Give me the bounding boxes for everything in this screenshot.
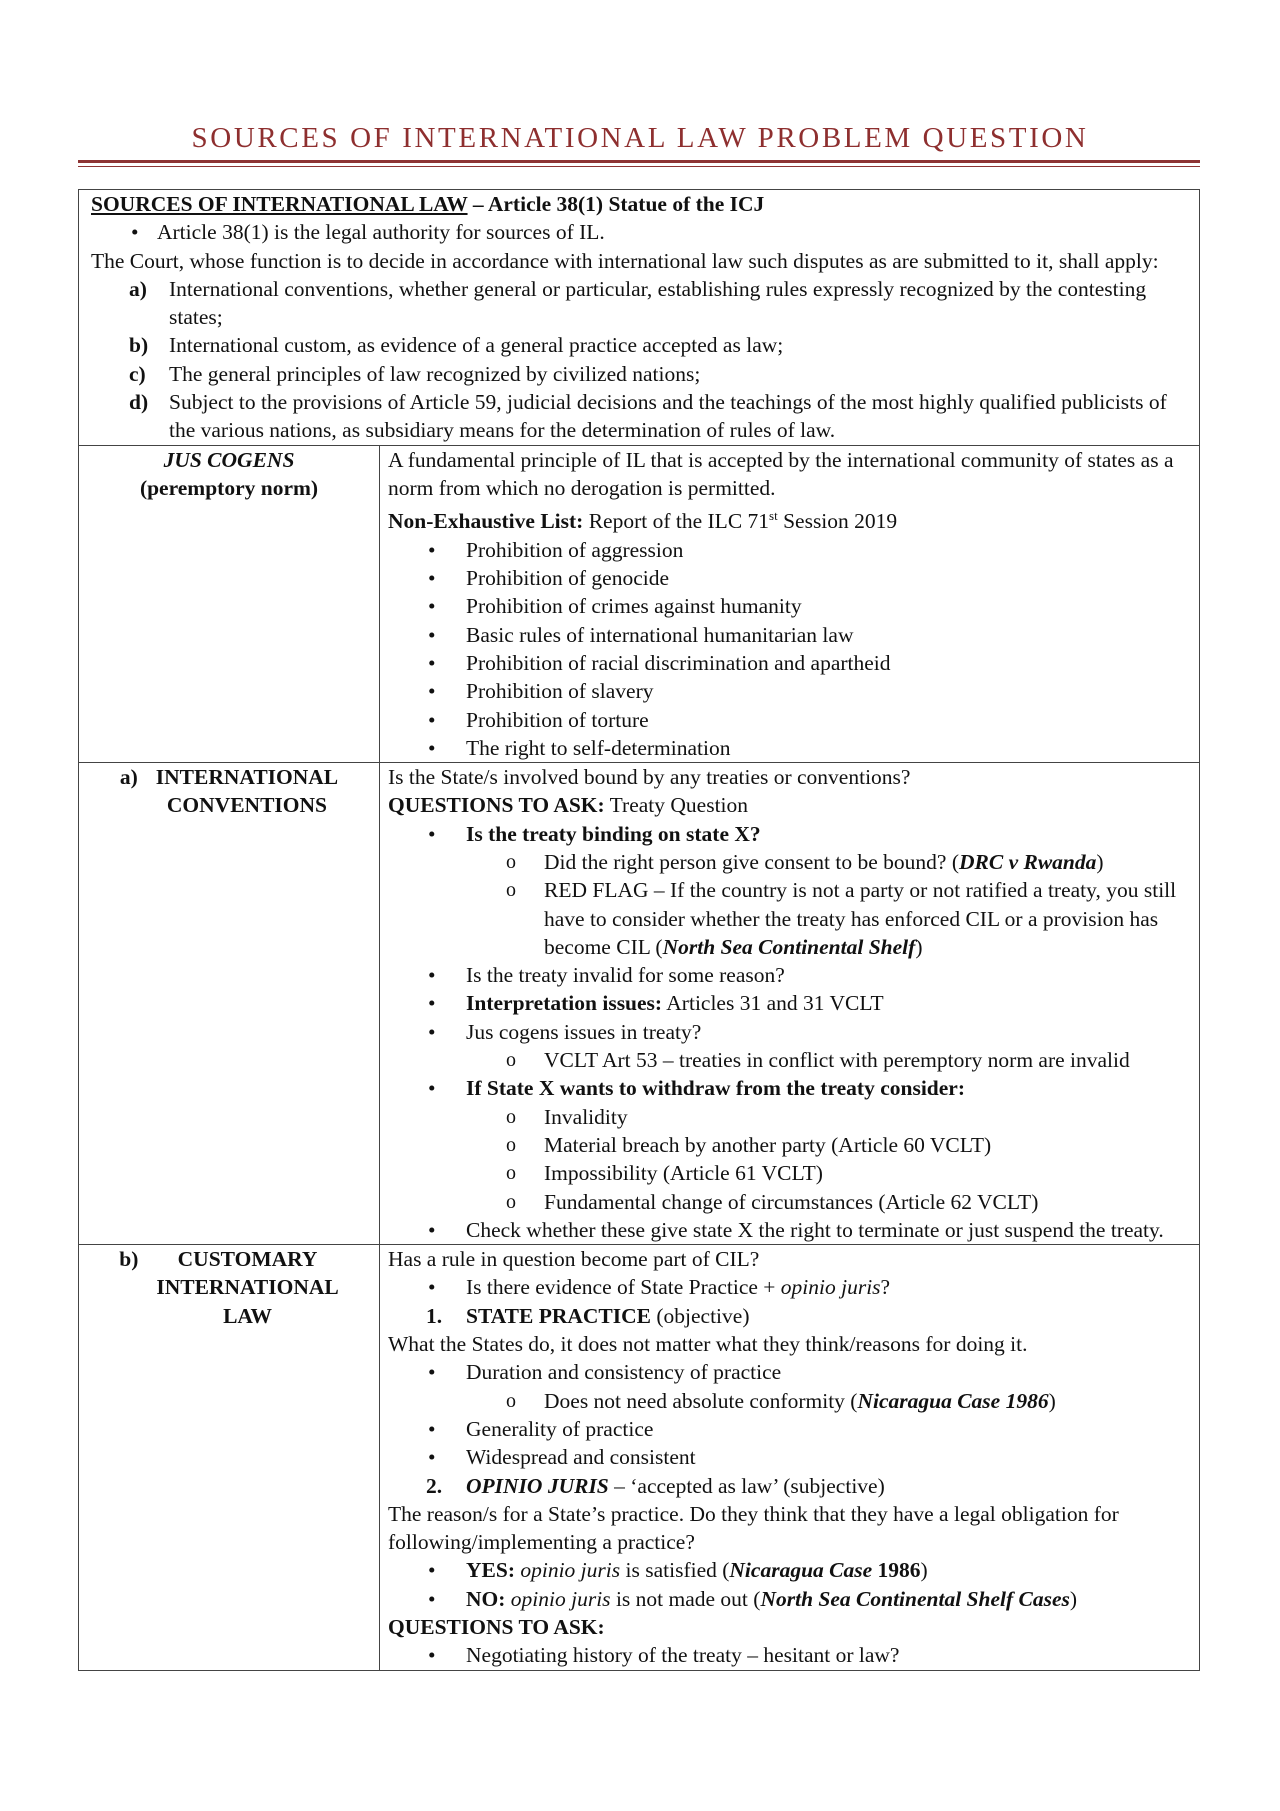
customary-content bbox=[380, 1245, 1200, 1670]
list-item: a) International conventions, whether general or particular, establishing rules expressly recognized by the contesting states; bbox=[129, 276, 1147, 330]
jus-cogens-row bbox=[79, 445, 1200, 762]
conventions-list bbox=[388, 820, 1191, 1244]
list-item: • Generality of practice bbox=[388, 1415, 1191, 1443]
state-practice-paragraph: What the States do, it does not matter what they think/reasons for doing it. bbox=[388, 1332, 1028, 1357]
jus-cogens-label: JUS COGENS (peremptory norm) bbox=[79, 445, 380, 762]
list-item: • Jus cogens issues in treaty? bbox=[388, 1018, 1191, 1046]
sub-list-item: o Does not need absolute conformity (Nicaragua Case 1986) bbox=[388, 1387, 1191, 1415]
state-practice-list bbox=[388, 1358, 1191, 1499]
numbered-item: 2. OPINIO JURIS – ‘accepted as law’ (subjective) bbox=[426, 1473, 885, 1498]
list-item: • Prohibition of slavery bbox=[388, 677, 1191, 705]
list-item: • Check whether these give state X the right to terminate or just suspend the treaty. bbox=[388, 1216, 1191, 1244]
conventions-ask: QUESTIONS TO ASK: Treaty Question bbox=[388, 793, 749, 818]
customary-list bbox=[388, 1273, 1191, 1330]
list-item: • Widespread and consistent bbox=[388, 1443, 1191, 1471]
conventions-content bbox=[380, 763, 1200, 1245]
customary-question: Has a rule in question become part of CIL? bbox=[388, 1247, 760, 1272]
jus-cogens-list bbox=[388, 536, 1191, 762]
sub-list-item: o Impossibility (Article 61 VCLT) bbox=[388, 1159, 1191, 1187]
list-item: • Prohibition of torture bbox=[388, 706, 1191, 734]
sub-list-item: o RED FLAG – If the country is not a party or not ratified a treaty, you still have to consider whether the treaty has enforced CIL or a provision has become CIL (North Sea Continental Shelf) bbox=[388, 876, 1191, 961]
intro-bullets bbox=[91, 218, 1187, 246]
list-item: c) The general principles of law recognized by civilized nations; bbox=[129, 361, 701, 386]
list-item: • Prohibition of genocide bbox=[388, 564, 1191, 592]
opinio-juris-list bbox=[388, 1556, 1191, 1613]
customary-row bbox=[79, 1245, 1200, 1670]
title-rule bbox=[78, 160, 1200, 163]
title-rule-thin bbox=[78, 166, 1200, 167]
list-item: b) International custom, as evidence of a general practice accepted as law; bbox=[129, 333, 784, 358]
list-item: • Prohibition of aggression bbox=[388, 536, 1191, 564]
intro-row bbox=[79, 190, 1200, 446]
customary-label: b) CUSTOMARY INTERNATIONAL LAW bbox=[79, 1245, 380, 1670]
list-item: • The right to self-determination bbox=[388, 734, 1191, 762]
sources-table bbox=[78, 189, 1200, 1671]
intro-cell bbox=[79, 190, 1200, 446]
jus-cogens-list-heading: Non-Exhaustive List: Report of the ILC 71st Session 2019 bbox=[388, 508, 898, 534]
list-item: • Prohibition of crimes against humanity bbox=[388, 592, 1191, 620]
conventions-row bbox=[79, 763, 1200, 1245]
list-item: d) Subject to the provisions of Article 59, judicial decisions and the teachings of the most highly qualified publicists of the various nations, as subsidiary means for the determination of rules of law. bbox=[129, 390, 1167, 443]
list-item: • Prohibition of racial discrimination and apartheid bbox=[388, 649, 1191, 677]
jus-cogens-content bbox=[380, 445, 1200, 762]
conventions-question: Is the State/s involved bound by any treaties or conventions? bbox=[388, 765, 911, 790]
sub-list-item: o VCLT Art 53 – treaties in conflict with peremptory norm are invalid bbox=[388, 1046, 1191, 1074]
list-item: • YES: opinio juris is satisfied (Nicaragua Case 1986) bbox=[388, 1556, 1191, 1584]
list-item: • Negotiating history of the treaty – hesitant or law? bbox=[388, 1641, 1191, 1669]
numbered-item: 1. STATE PRACTICE (objective) bbox=[426, 1303, 750, 1328]
intro-heading: SOURCES OF INTERNATIONAL LAW – Article 38(1) Statue of the ICJ bbox=[91, 192, 765, 216]
article-list bbox=[91, 275, 1187, 445]
list-item: • Article 38(1) is the legal authority for sources of IL. bbox=[91, 218, 1187, 246]
list-item: • Interpretation issues: Articles 31 and 31 VCLT bbox=[388, 989, 1191, 1017]
list-item: • If State X wants to withdraw from the treaty consider: bbox=[388, 1074, 1191, 1102]
jus-cogens-definition: A fundamental principle of IL that is accepted by the international community of states as a norm from which no derogation is permitted. bbox=[388, 447, 1174, 500]
customary-ask-list bbox=[388, 1641, 1191, 1669]
list-item: • NO: opinio juris is not made out (North Sea Continental Shelf Cases) bbox=[388, 1585, 1191, 1613]
sub-list-item: o Fundamental change of circumstances (Article 62 VCLT) bbox=[388, 1188, 1191, 1216]
customary-ask: QUESTIONS TO ASK: bbox=[388, 1615, 605, 1639]
sub-list-item: o Did the right person give consent to be bound? (DRC v Rwanda) bbox=[388, 848, 1191, 876]
list-item: • Is the treaty binding on state X? bbox=[388, 820, 1191, 848]
opinio-juris-paragraph: The reason/s for a State’s practice. Do they think that they have a legal obligation for following/implementing a practice? bbox=[388, 1501, 1119, 1555]
list-item: • Duration and consistency of practice bbox=[388, 1358, 1191, 1386]
sub-list-item: o Material breach by another party (Article 60 VCLT) bbox=[388, 1131, 1191, 1159]
conventions-label: a) INTERNATIONAL CONVENTIONS bbox=[79, 763, 380, 1245]
sub-list-item: o Invalidity bbox=[388, 1103, 1191, 1131]
list-item: • Is the treaty invalid for some reason? bbox=[388, 961, 1191, 989]
list-item: • Is there evidence of State Practice + opinio juris? bbox=[388, 1273, 1191, 1301]
list-item: • Basic rules of international humanitarian law bbox=[388, 621, 1191, 649]
intro-paragraph: The Court, whose function is to decide in accordance with international law such disputes as are submitted to it, shall apply: bbox=[91, 248, 1159, 273]
page-title: SOURCES OF INTERNATIONAL LAW PROBLEM QUESTION bbox=[191, 122, 1089, 154]
